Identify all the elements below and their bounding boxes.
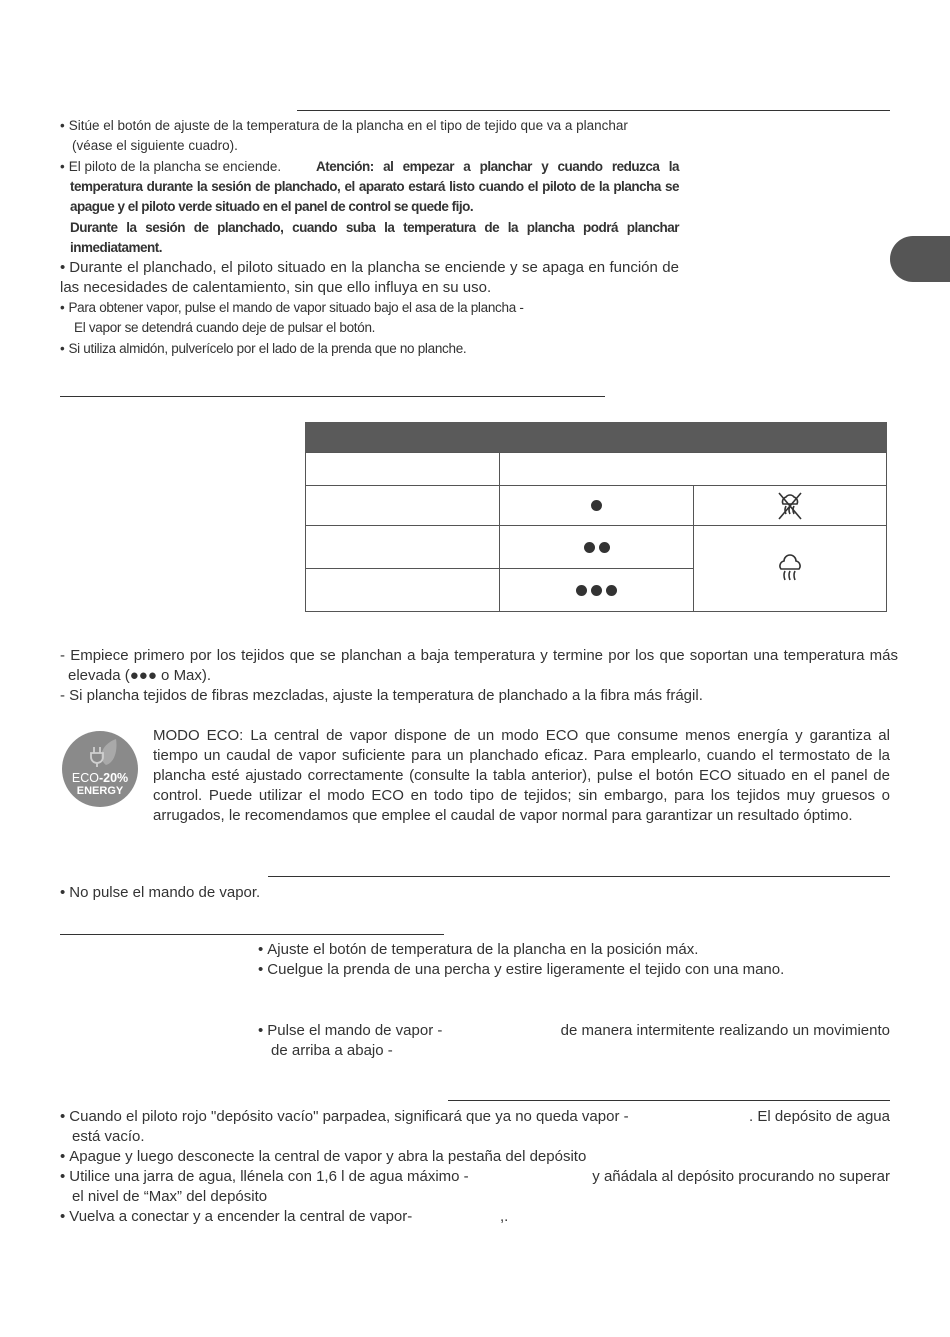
temperature-dot bbox=[591, 585, 602, 596]
bullet-press-steam: • Pulse el mando de vapor - bbox=[258, 1021, 442, 1041]
bullet-empty-tank-light-cont-2: está vacío. bbox=[72, 1128, 145, 1145]
section-rule-4 bbox=[60, 934, 444, 935]
temperature-dot bbox=[591, 500, 602, 511]
section-rule-5 bbox=[448, 1100, 890, 1101]
table-cell-dots-1 bbox=[499, 485, 694, 526]
section-rule-2 bbox=[60, 396, 605, 397]
bullet-max-temperature: • Ajuste el botón de temperatura de la plancha en la posición máx. bbox=[258, 940, 698, 960]
table-subheader-fabric bbox=[305, 452, 500, 486]
bullet-press-steam-cont: de manera intermitente realizando un movimiento bbox=[560, 1022, 890, 1039]
table-header bbox=[305, 422, 887, 452]
temperature-dot bbox=[584, 542, 595, 553]
bullet-steam-trigger-cont: El vapor se detendrá cuando deje de pulsar el botón. bbox=[74, 320, 376, 335]
attention-paragraph-2: Durante la sesión de planchado, cuando suba la temperatura de la plancha podrá planchar inmediatament. bbox=[70, 220, 679, 255]
bullet-fill-jug-cont-2: el nivel de “Max” del depósito bbox=[72, 1188, 268, 1205]
table-cell-dots-3 bbox=[499, 568, 694, 612]
bullet-reconnect-end: ,. bbox=[500, 1208, 509, 1225]
eco-badge-percent: -20% bbox=[98, 771, 129, 785]
table-cell-steam-23 bbox=[693, 525, 887, 612]
bullet-press-steam-cont-2: de arriba a abajo - bbox=[271, 1042, 393, 1059]
temperature-dot bbox=[599, 542, 610, 553]
bullet-no-steam: • No pulse el mando de vapor. bbox=[60, 883, 260, 903]
table-subheader-setting bbox=[499, 452, 887, 486]
eco-leaf-icon bbox=[82, 737, 122, 767]
bullet-unplug: • Apague y luego desconecte la central de vapor y abra la pestaña del depósito bbox=[60, 1147, 586, 1167]
temperature-dot bbox=[576, 585, 587, 596]
no-steam-icon bbox=[773, 489, 807, 523]
bullet-temperature-setting: • Sitúe el botón de ajuste de la temperatura de la plancha en el tipo de tejido que va a planchar bbox=[60, 116, 628, 136]
eco-energy-badge bbox=[62, 731, 138, 807]
bullet-starch: • Si utiliza almidón, pulverícelo por el lado de la prenda que no planche. bbox=[60, 339, 466, 359]
note-low-temp-first: - Empiece primero por los tejidos que se planchan a baja temperatura y termine por los que soportan una temperatura más elevada (●●● o Max). bbox=[60, 647, 898, 684]
bullet-empty-tank-light: • Cuando el piloto rojo "depósito vacío" parpadea, significará que ya no queda vapor - bbox=[60, 1107, 629, 1127]
temperature-dot bbox=[606, 585, 617, 596]
attention-paragraph: Atención: al empezar a planchar y cuando reduzca la temperatura durante la sesión de planchado, el aparato estará listo cuando el piloto de la plancha se apague y el piloto verde situado en el panel de control se quede fijo. bbox=[70, 159, 679, 214]
language-side-tab bbox=[890, 236, 950, 282]
eco-badge-eco: ECO bbox=[71, 771, 99, 785]
eco-badge-energy: ENERGY bbox=[76, 785, 124, 797]
table-row bbox=[305, 485, 500, 526]
bullet-pilot-cycling: • Durante el planchado, el piloto situado en la plancha se enciende y se apaga en función de las necesidades de calentamiento, sin que ello influya en su uso. bbox=[60, 258, 679, 298]
bullet-fill-jug: • Utilice una jarra de agua, llénela con 1,6 l de agua máximo - bbox=[60, 1167, 469, 1187]
bullet-pilot-light-lead: • El piloto de la plancha se enciende. bbox=[60, 157, 281, 177]
steam-icon bbox=[773, 552, 807, 586]
bullet-hang-garment: • Cuelgue la prenda de una percha y estire ligeramente el tejido con una mano. bbox=[258, 960, 784, 980]
section-rule-1 bbox=[297, 110, 890, 111]
bullet-empty-tank-light-cont: . El depósito de agua bbox=[749, 1108, 890, 1125]
fabric-temperature-table bbox=[305, 422, 887, 612]
bullet-fill-jug-cont: y añádala al depósito procurando no superar bbox=[592, 1168, 890, 1185]
bullet-temperature-setting-cont: (véase el siguiente cuadro). bbox=[72, 138, 238, 153]
note-mixed-fibres: - Si plancha tejidos de fibras mezcladas, ajuste la temperatura de planchado a la fibra más frágil. bbox=[60, 687, 703, 704]
bullet-reconnect: • Vuelva a conectar y a encender la central de vapor- bbox=[60, 1207, 412, 1227]
table-cell-dots-2 bbox=[499, 525, 694, 569]
bullet-steam-trigger: • Para obtener vapor, pulse el mando de vapor situado bajo el asa de la plancha - bbox=[60, 298, 524, 318]
table-row bbox=[305, 525, 500, 569]
section-rule-3 bbox=[268, 876, 890, 877]
table-row bbox=[305, 568, 500, 612]
eco-mode-paragraph: MODO ECO: La central de vapor dispone de un modo ECO que consume menos energía y garantiza al tiempo un caudal de vapor suficiente para un planchado eficaz. Para emplearlo, cuando el termostato de la plancha esté ajustado correctamente (consulte la tabla anterior), pulse el botón ECO situado en el panel de control. Puede utilizar el modo ECO en todo tipo de tejidos; sin embargo, para los tejidos muy gruesos o arrugados, le recomendamos que emplee el caudal de vapor normal para garantizar un resultado óptimo. bbox=[153, 727, 890, 824]
table-cell-steam-1 bbox=[693, 485, 887, 526]
